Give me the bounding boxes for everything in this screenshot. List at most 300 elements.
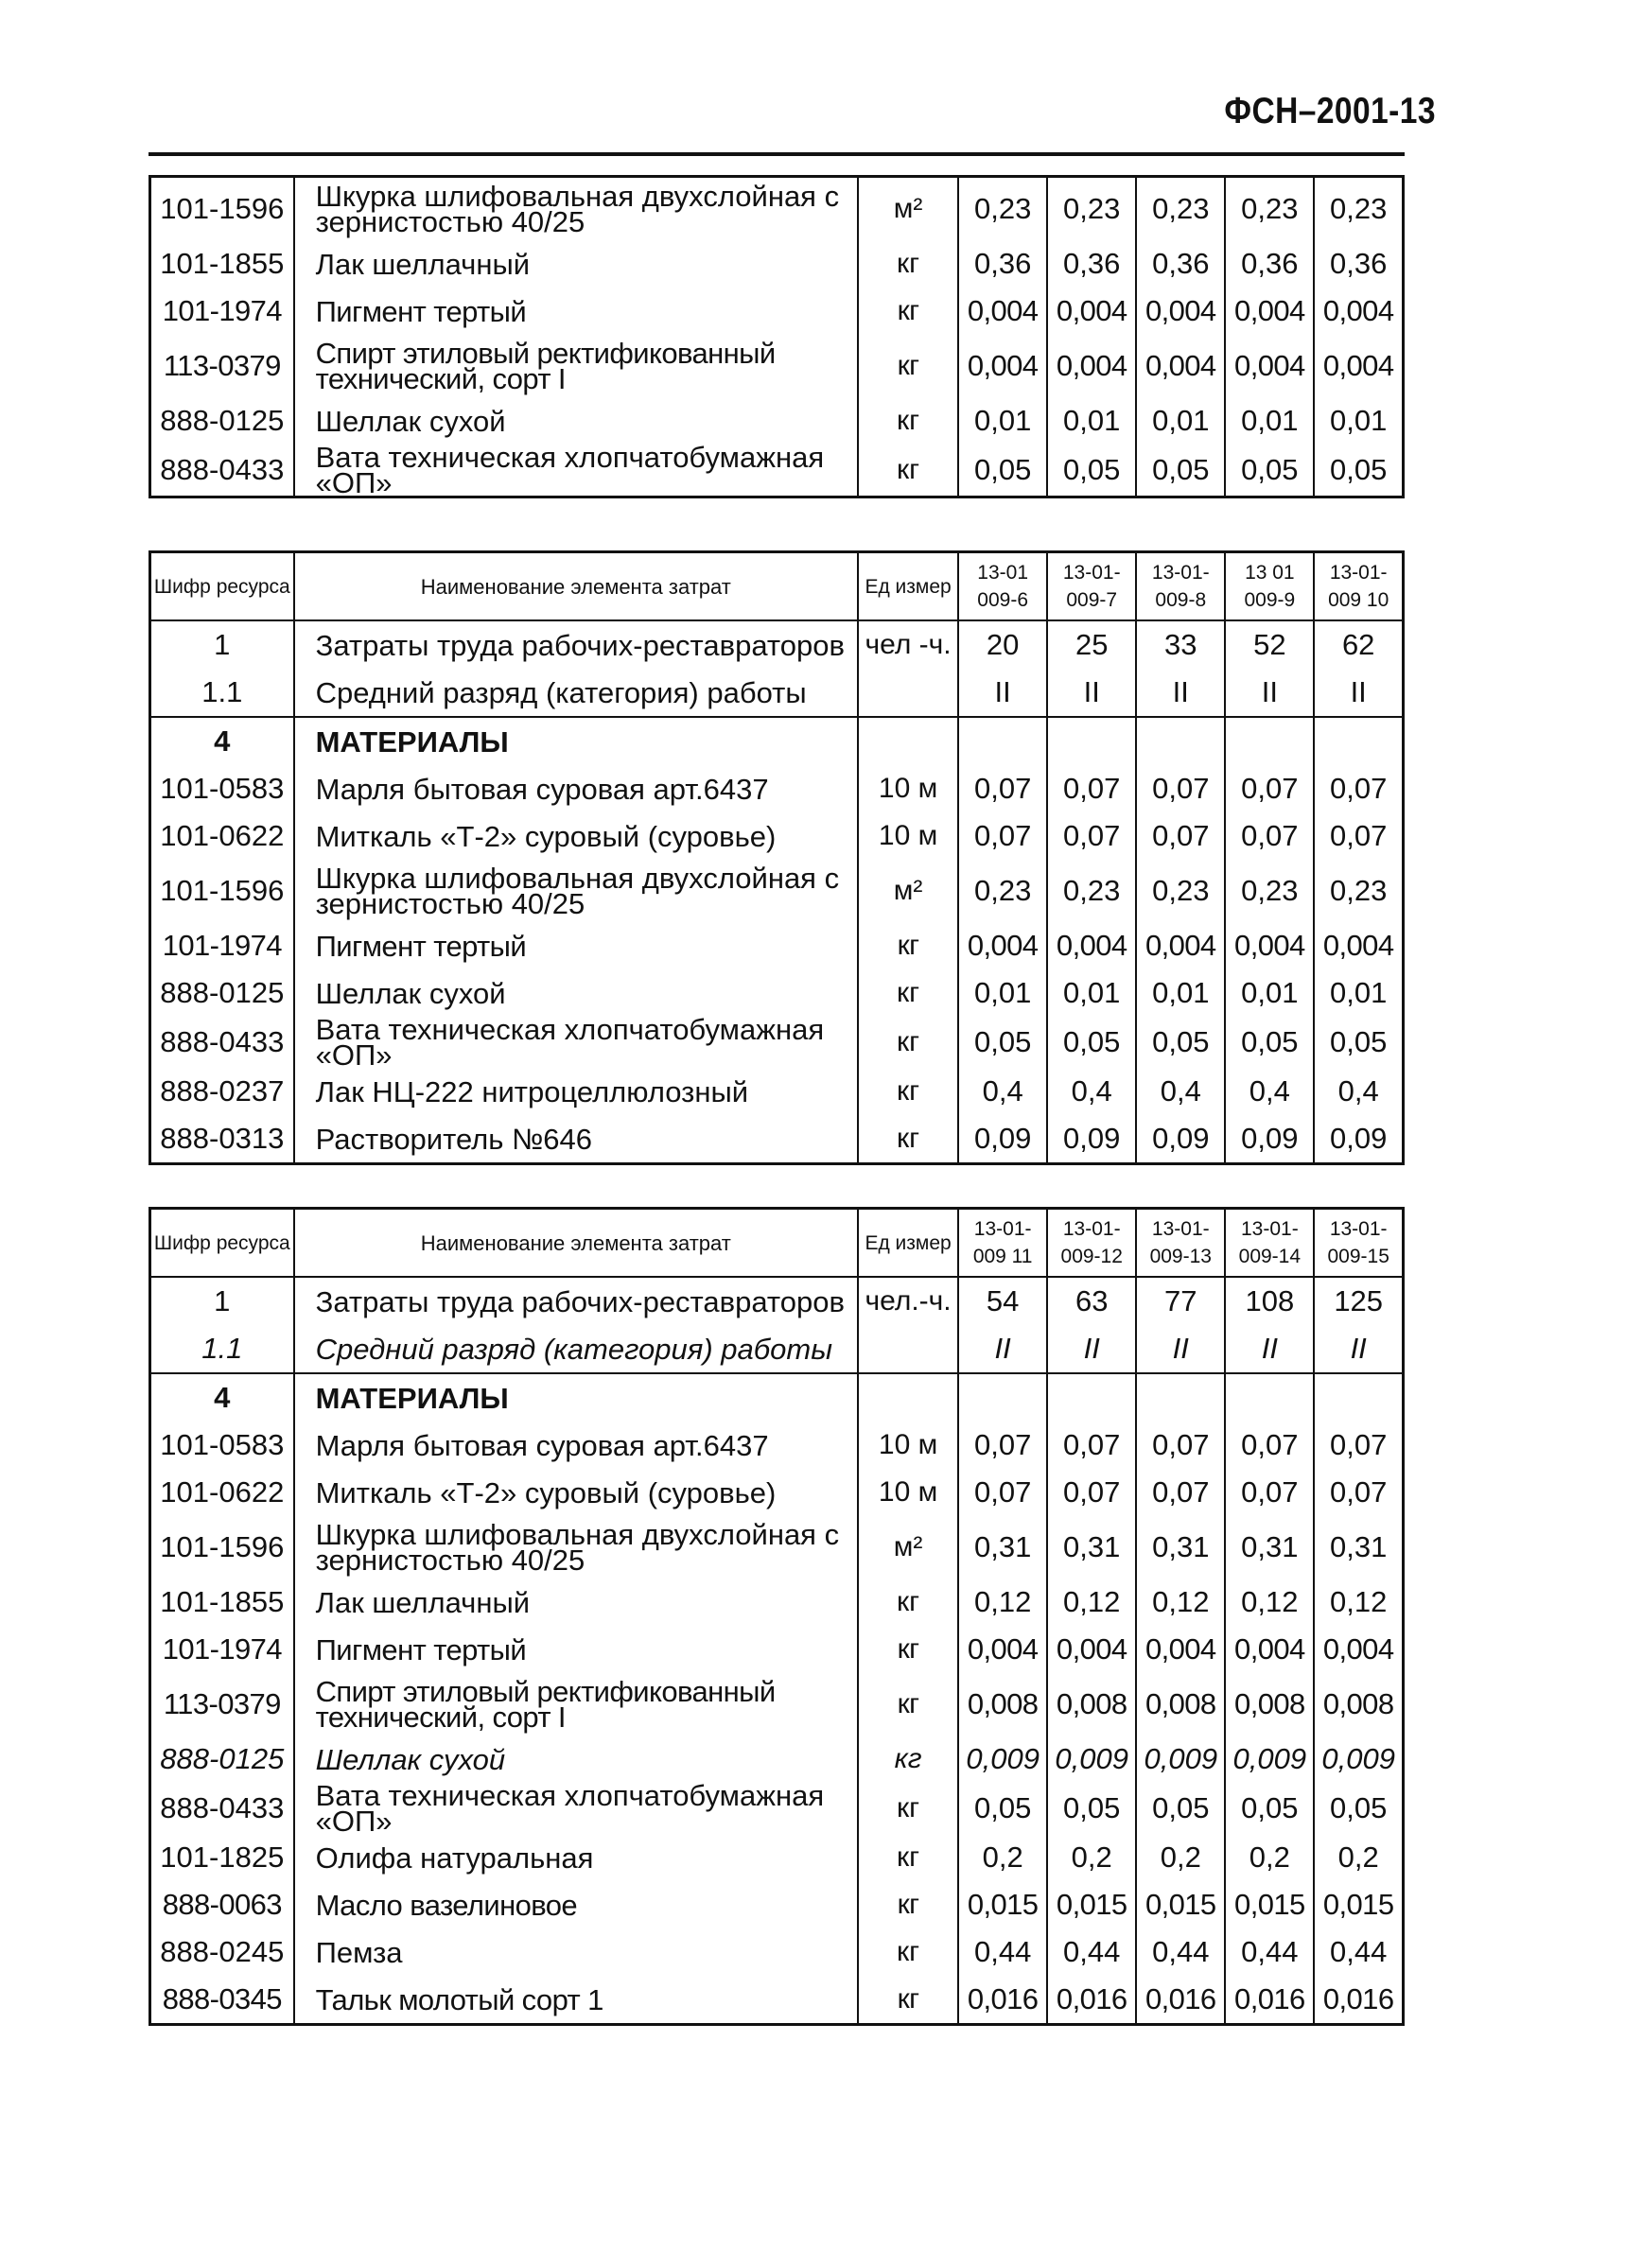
- value-cell: 0,12: [1136, 1579, 1225, 1626]
- value-cell: II: [1314, 669, 1403, 717]
- value-cell: 0,016: [1136, 1976, 1225, 2025]
- value-cell: 0,07: [1136, 1469, 1225, 1516]
- value-cell: 0,008: [1225, 1673, 1314, 1736]
- value-cell: 0,008: [1047, 1673, 1136, 1736]
- value-cell: 0,01: [1136, 397, 1225, 445]
- table-row: [150, 1579, 1404, 1626]
- value-cell: 0,05: [1136, 445, 1225, 497]
- value-cell: 0,23: [1314, 860, 1403, 922]
- header-col: 13-01- 009-14: [1225, 1209, 1314, 1278]
- value-cell: [1047, 1373, 1136, 1422]
- resource-code: 101-1596: [160, 1530, 285, 1563]
- header-code: Шифр ресурса: [150, 552, 294, 621]
- value-cell: 0,004: [1225, 922, 1314, 969]
- value-cell: 0,015: [1136, 1881, 1225, 1928]
- table-row: [150, 1881, 1404, 1928]
- header-unit: Ед измер: [858, 1209, 958, 1278]
- table-row: [150, 1673, 1404, 1736]
- unit-cell: кг: [858, 1881, 958, 1928]
- value-cell: 0,01: [1225, 969, 1314, 1017]
- value-cell: 0,004: [958, 288, 1047, 335]
- value-cell: 0,07: [1136, 812, 1225, 860]
- table-row: [150, 1422, 1404, 1469]
- resource-name: Шеллак сухой: [294, 969, 858, 1017]
- value-cell: 0,44: [1136, 1928, 1225, 1976]
- value-cell: 0,44: [1225, 1928, 1314, 1976]
- value-cell: 0,07: [1136, 1422, 1225, 1469]
- unit-cell: 10 м: [858, 765, 958, 812]
- resource-name: Спирт этиловый ректификованный технический, сорт I: [294, 1673, 858, 1736]
- value-cell: 0,12: [1225, 1579, 1314, 1626]
- resource-name: Пигмент тертый: [294, 288, 858, 335]
- resource-code: 888-0125: [160, 976, 285, 1009]
- table-row: [150, 969, 1404, 1017]
- table-row: [150, 1783, 1404, 1834]
- value-cell: 0,2: [1136, 1834, 1225, 1881]
- document-code: ФСН–2001-13: [1224, 91, 1436, 131]
- resource-code: 101-0622: [160, 819, 285, 852]
- resource-name: Шкурка шлифовальная двухслойная с зернистостью 40/25: [294, 860, 858, 922]
- resource-code: 888-0313: [160, 1122, 285, 1155]
- value-cell: II: [958, 669, 1047, 717]
- resource-code: 888-0125: [160, 404, 285, 437]
- value-cell: 0,09: [1047, 1115, 1136, 1164]
- resource-name: Средний разряд (категория) работы: [294, 669, 858, 717]
- resource-code: 1.1: [150, 669, 294, 717]
- value-cell: 0,36: [958, 240, 1047, 288]
- value-cell: 0,004: [1314, 922, 1403, 969]
- resource-code: 888-0063: [162, 1888, 282, 1921]
- unit-cell: м²: [858, 860, 958, 922]
- header-col: 13-01- 009-13: [1136, 1209, 1225, 1278]
- table-row: [150, 1976, 1404, 2025]
- unit-cell: м²: [858, 177, 958, 241]
- table-row: [150, 240, 1404, 288]
- resource-name: Затраты труда рабочих-реставраторов: [294, 620, 858, 669]
- value-cell: 33: [1136, 620, 1225, 669]
- resource-name: Средний разряд (категория) работы: [294, 1325, 858, 1373]
- resource-code: 888-0237: [160, 1074, 285, 1108]
- value-cell: 108: [1225, 1277, 1314, 1325]
- value-cell: 0,36: [1047, 240, 1136, 288]
- resource-name: Шеллак сухой: [294, 397, 858, 445]
- unit-cell: [858, 1325, 958, 1373]
- table-header: [150, 1209, 1404, 1278]
- value-cell: 0,004: [1225, 1626, 1314, 1673]
- value-cell: 0,015: [1047, 1881, 1136, 1928]
- value-cell: 0,44: [1314, 1928, 1403, 1976]
- value-cell: 0,05: [1314, 1017, 1403, 1068]
- value-cell: 0,004: [1136, 1626, 1225, 1673]
- resource-code: 888-0125: [160, 1742, 285, 1775]
- resource-code: 101-0583: [160, 772, 285, 805]
- unit-cell: 10 м: [858, 1422, 958, 1469]
- resource-name: МАТЕРИАЛЫ: [294, 1373, 858, 1422]
- value-cell: 20: [958, 620, 1047, 669]
- header-name: Наименование элемента затрат: [294, 1209, 858, 1278]
- value-cell: 0,004: [1136, 335, 1225, 397]
- value-cell: [1314, 717, 1403, 765]
- resource-table-2: [149, 550, 1405, 1165]
- value-cell: 0,12: [1047, 1579, 1136, 1626]
- value-cell: 77: [1136, 1277, 1225, 1325]
- value-cell: 0,05: [958, 445, 1047, 497]
- table-row: [150, 1626, 1404, 1673]
- value-cell: [1314, 1373, 1403, 1422]
- unit-cell: кг: [858, 922, 958, 969]
- value-cell: II: [1136, 669, 1225, 717]
- value-cell: 0,05: [1047, 1783, 1136, 1834]
- value-cell: 25: [1047, 620, 1136, 669]
- resource-code: 1: [214, 628, 231, 661]
- header-code: Шифр ресурса: [150, 1209, 294, 1278]
- value-cell: 0,12: [958, 1579, 1047, 1626]
- value-cell: 0,07: [1047, 1469, 1136, 1516]
- resource-name: Шкурка шлифовальная двухслойная с зернистостью 40/25: [294, 1516, 858, 1579]
- value-cell: II: [1225, 669, 1314, 717]
- table-row: [150, 335, 1404, 397]
- unit-cell: [858, 1373, 958, 1422]
- value-cell: 0,016: [958, 1976, 1047, 2025]
- resource-name: Миткаль «Т-2» суровый (суровье): [294, 1469, 858, 1516]
- resource-name: Пигмент тертый: [294, 1626, 858, 1673]
- value-cell: 0,004: [1314, 1626, 1403, 1673]
- unit-cell: кг: [858, 397, 958, 445]
- value-cell: 0,2: [1314, 1834, 1403, 1881]
- value-cell: 62: [1314, 620, 1403, 669]
- value-cell: 0,23: [1225, 860, 1314, 922]
- value-cell: 0,31: [1136, 1516, 1225, 1579]
- unit-cell: кг: [858, 1017, 958, 1068]
- value-cell: 0,004: [1047, 922, 1136, 969]
- value-cell: 0,004: [1047, 288, 1136, 335]
- resource-name: Олифа натуральная: [294, 1834, 858, 1881]
- value-cell: 0,01: [1225, 397, 1314, 445]
- resource-code: 1: [214, 1284, 231, 1317]
- resource-name: Масло вазелиновое: [294, 1881, 858, 1928]
- unit-cell: кг: [858, 1673, 958, 1736]
- header-col: 13-01- 009-7: [1047, 552, 1136, 621]
- resource-code: 101-1974: [162, 294, 282, 327]
- value-cell: 0,07: [1047, 1422, 1136, 1469]
- value-cell: 0,2: [1225, 1834, 1314, 1881]
- table-row: [150, 860, 1404, 922]
- value-cell: 0,4: [1047, 1068, 1136, 1115]
- resource-name: Пемза: [294, 1928, 858, 1976]
- resource-name: МАТЕРИАЛЫ: [294, 717, 858, 765]
- value-cell: 0,004: [1047, 335, 1136, 397]
- value-cell: 0,004: [958, 335, 1047, 397]
- table-row: [150, 1928, 1404, 1976]
- value-cell: 0,01: [1314, 969, 1403, 1017]
- value-cell: 0,05: [1047, 1017, 1136, 1068]
- unit-cell: кг: [858, 335, 958, 397]
- section-row: [150, 717, 1404, 765]
- table-row: [150, 1736, 1404, 1783]
- value-cell: 0,05: [1314, 445, 1403, 497]
- unit-cell: чел.-ч.: [858, 1277, 958, 1325]
- header-col: 13 01 009-9: [1225, 552, 1314, 621]
- value-cell: 54: [958, 1277, 1047, 1325]
- unit-cell: кг: [858, 1579, 958, 1626]
- unit-cell: кг: [858, 240, 958, 288]
- value-cell: 0,009: [1314, 1736, 1403, 1783]
- value-cell: 0,009: [1047, 1736, 1136, 1783]
- value-cell: 0,009: [1136, 1736, 1225, 1783]
- table-row: [150, 812, 1404, 860]
- value-cell: 0,009: [1225, 1736, 1314, 1783]
- header-unit: Ед измер: [858, 552, 958, 621]
- header-col: 13-01- 009-8: [1136, 552, 1225, 621]
- value-cell: 0,07: [1225, 812, 1314, 860]
- resource-code: 101-0622: [160, 1475, 285, 1509]
- table-row: [150, 765, 1404, 812]
- resource-name: Спирт этиловый ректификованный технический, сорт I: [294, 335, 858, 397]
- resource-name: Затраты труда рабочих-реставраторов: [294, 1277, 858, 1325]
- value-cell: 0,05: [1225, 445, 1314, 497]
- resource-code: 101-1974: [162, 929, 282, 962]
- header-rule: [149, 152, 1405, 156]
- value-cell: 0,23: [1136, 177, 1225, 241]
- header-col: 13-01- 009-15: [1314, 1209, 1403, 1278]
- resource-name: Вата техническая хлопчатобумажная «ОП»: [294, 1017, 858, 1068]
- value-cell: 0,05: [1047, 445, 1136, 497]
- value-cell: 0,31: [1314, 1516, 1403, 1579]
- resource-code: 888-0433: [160, 1025, 285, 1058]
- value-cell: 0,01: [958, 969, 1047, 1017]
- value-cell: 0,05: [1136, 1783, 1225, 1834]
- unit-cell: кг: [858, 1834, 958, 1881]
- value-cell: 0,004: [1314, 288, 1403, 335]
- value-cell: 0,015: [1225, 1881, 1314, 1928]
- value-cell: 0,07: [1314, 765, 1403, 812]
- resource-name: Шкурка шлифовальная двухслойная с зернистостью 40/25: [294, 177, 858, 241]
- value-cell: 0,07: [958, 765, 1047, 812]
- value-cell: 0,23: [1136, 860, 1225, 922]
- value-cell: 0,36: [1314, 240, 1403, 288]
- table-row: [150, 669, 1404, 717]
- header-name: Наименование элемента затрат: [294, 552, 858, 621]
- value-cell: 0,23: [958, 860, 1047, 922]
- value-cell: 0,2: [1047, 1834, 1136, 1881]
- resource-code: 4: [214, 724, 231, 758]
- resource-name: Шеллак сухой: [294, 1736, 858, 1783]
- value-cell: 0,07: [1047, 765, 1136, 812]
- resource-name: Вата техническая хлопчатобумажная «ОП»: [294, 1783, 858, 1834]
- value-cell: 0,008: [1314, 1673, 1403, 1736]
- value-cell: 0,004: [1314, 335, 1403, 397]
- value-cell: 0,01: [1047, 397, 1136, 445]
- unit-cell: [858, 717, 958, 765]
- value-cell: 0,4: [958, 1068, 1047, 1115]
- resource-name: Лак шеллачный: [294, 1579, 858, 1626]
- value-cell: [1047, 717, 1136, 765]
- value-cell: 0,07: [958, 1422, 1047, 1469]
- value-cell: 0,09: [1314, 1115, 1403, 1164]
- value-cell: 0,31: [1047, 1516, 1136, 1579]
- value-cell: 0,31: [1225, 1516, 1314, 1579]
- value-cell: 0,4: [1136, 1068, 1225, 1115]
- table-row: [150, 1325, 1404, 1373]
- table-header: [150, 552, 1404, 621]
- value-cell: 0,23: [1225, 177, 1314, 241]
- value-cell: 0,07: [1136, 765, 1225, 812]
- value-cell: 0,05: [1314, 1783, 1403, 1834]
- value-cell: II: [1047, 1325, 1136, 1373]
- value-cell: [1225, 717, 1314, 765]
- resource-code: 101-1974: [162, 1632, 282, 1666]
- value-cell: II: [1047, 669, 1136, 717]
- resource-name: Пигмент тертый: [294, 922, 858, 969]
- table-row: [150, 1516, 1404, 1579]
- value-cell: 0,016: [1047, 1976, 1136, 2025]
- value-cell: 0,07: [1225, 765, 1314, 812]
- resource-code: 888-0433: [160, 453, 285, 486]
- table-row: [150, 1834, 1404, 1881]
- value-cell: 0,44: [1047, 1928, 1136, 1976]
- value-cell: 0,4: [1225, 1068, 1314, 1115]
- unit-cell: кг: [858, 1783, 958, 1834]
- resource-name: Марля бытовая суровая арт.6437: [294, 765, 858, 812]
- value-cell: 0,12: [1314, 1579, 1403, 1626]
- value-cell: 0,05: [958, 1783, 1047, 1834]
- table-row: [150, 922, 1404, 969]
- resource-code: 101-1855: [160, 247, 285, 280]
- resource-name: Вата техническая хлопчатобумажная «ОП»: [294, 445, 858, 497]
- value-cell: 0,36: [1225, 240, 1314, 288]
- header-col: 13-01- 009-12: [1047, 1209, 1136, 1278]
- resource-code: 888-0433: [160, 1791, 285, 1824]
- value-cell: 0,01: [958, 397, 1047, 445]
- unit-cell: кг: [858, 969, 958, 1017]
- value-cell: 52: [1225, 620, 1314, 669]
- resource-name: Лак шеллачный: [294, 240, 858, 288]
- value-cell: [1136, 1373, 1225, 1422]
- resource-code: 101-1825: [160, 1841, 285, 1874]
- value-cell: 0,05: [1225, 1783, 1314, 1834]
- unit-cell: кг: [858, 288, 958, 335]
- resource-code: 113-0379: [163, 1687, 281, 1720]
- value-cell: II: [1314, 1325, 1403, 1373]
- unit-cell: 10 м: [858, 1469, 958, 1516]
- section-row: [150, 1373, 1404, 1422]
- value-cell: 0,05: [1225, 1017, 1314, 1068]
- resource-code: 101-1596: [160, 192, 285, 225]
- value-cell: 0,008: [958, 1673, 1047, 1736]
- resource-code: 101-1596: [160, 874, 285, 907]
- unit-cell: кг: [858, 1626, 958, 1673]
- value-cell: II: [1136, 1325, 1225, 1373]
- resource-name: Тальк молотый сорт 1: [294, 1976, 858, 2025]
- table-row: [150, 1277, 1404, 1325]
- value-cell: 0,23: [1314, 177, 1403, 241]
- value-cell: 0,2: [958, 1834, 1047, 1881]
- resource-code: 4: [214, 1381, 231, 1414]
- value-cell: 0,07: [958, 1469, 1047, 1516]
- value-cell: 0,015: [958, 1881, 1047, 1928]
- value-cell: 0,009: [958, 1736, 1047, 1783]
- value-cell: 0,09: [1136, 1115, 1225, 1164]
- value-cell: 0,07: [1047, 812, 1136, 860]
- unit-cell: кг: [858, 1976, 958, 2025]
- value-cell: 0,07: [1225, 1469, 1314, 1516]
- resource-name: Лак НЦ-222 нитроцеллюлозный: [294, 1068, 858, 1115]
- unit-cell: [858, 669, 958, 717]
- table-row: [150, 1017, 1404, 1068]
- value-cell: [1225, 1373, 1314, 1422]
- value-cell: 0,004: [1225, 288, 1314, 335]
- value-cell: 0,36: [1136, 240, 1225, 288]
- table-row: [150, 1068, 1404, 1115]
- unit-cell: кг: [858, 445, 958, 497]
- value-cell: 0,004: [1136, 288, 1225, 335]
- resource-code: 888-0245: [160, 1935, 285, 1968]
- resource-name: Марля бытовая суровая арт.6437: [294, 1422, 858, 1469]
- value-cell: II: [1225, 1325, 1314, 1373]
- resource-name: Миткаль «Т-2» суровый (суровье): [294, 812, 858, 860]
- resource-code: 1.1: [150, 1325, 294, 1373]
- header-col: 13-01 009-6: [958, 552, 1047, 621]
- value-cell: 125: [1314, 1277, 1403, 1325]
- resource-code: 101-1855: [160, 1585, 285, 1618]
- value-cell: 0,09: [1225, 1115, 1314, 1164]
- value-cell: 0,4: [1314, 1068, 1403, 1115]
- value-cell: 63: [1047, 1277, 1136, 1325]
- value-cell: 0,07: [1314, 1469, 1403, 1516]
- value-cell: 0,004: [958, 1626, 1047, 1673]
- value-cell: 0,01: [1314, 397, 1403, 445]
- value-cell: 0,016: [1314, 1976, 1403, 2025]
- value-cell: 0,09: [958, 1115, 1047, 1164]
- value-cell: II: [958, 1325, 1047, 1373]
- value-cell: 0,004: [958, 922, 1047, 969]
- value-cell: [1136, 717, 1225, 765]
- header-col: 13-01- 009 10: [1314, 552, 1403, 621]
- value-cell: 0,01: [1136, 969, 1225, 1017]
- value-cell: [958, 1373, 1047, 1422]
- unit-cell: кг: [858, 1736, 958, 1783]
- value-cell: 0,23: [1047, 177, 1136, 241]
- value-cell: 0,23: [958, 177, 1047, 241]
- resource-code: 888-0345: [162, 1982, 282, 2015]
- value-cell: 0,07: [1225, 1422, 1314, 1469]
- table-row: [150, 177, 1404, 241]
- unit-cell: 10 м: [858, 812, 958, 860]
- table-row: [150, 445, 1404, 497]
- value-cell: 0,016: [1225, 1976, 1314, 2025]
- value-cell: 0,004: [1047, 1626, 1136, 1673]
- value-cell: 0,31: [958, 1516, 1047, 1579]
- value-cell: [958, 717, 1047, 765]
- value-cell: 0,07: [1314, 1422, 1403, 1469]
- unit-cell: м²: [858, 1516, 958, 1579]
- value-cell: 0,23: [1047, 860, 1136, 922]
- resource-table-3: [149, 1207, 1405, 2026]
- unit-cell: кг: [858, 1928, 958, 1976]
- unit-cell: кг: [858, 1115, 958, 1164]
- table-row: [150, 620, 1404, 669]
- value-cell: 0,004: [1225, 335, 1314, 397]
- resource-name: Растворитель №646: [294, 1115, 858, 1164]
- value-cell: 0,07: [958, 812, 1047, 860]
- value-cell: 0,015: [1314, 1881, 1403, 1928]
- table-row: [150, 1115, 1404, 1164]
- value-cell: 0,05: [1136, 1017, 1225, 1068]
- resource-table-1: [149, 175, 1405, 498]
- table-row: [150, 1469, 1404, 1516]
- value-cell: 0,008: [1136, 1673, 1225, 1736]
- unit-cell: кг: [858, 1068, 958, 1115]
